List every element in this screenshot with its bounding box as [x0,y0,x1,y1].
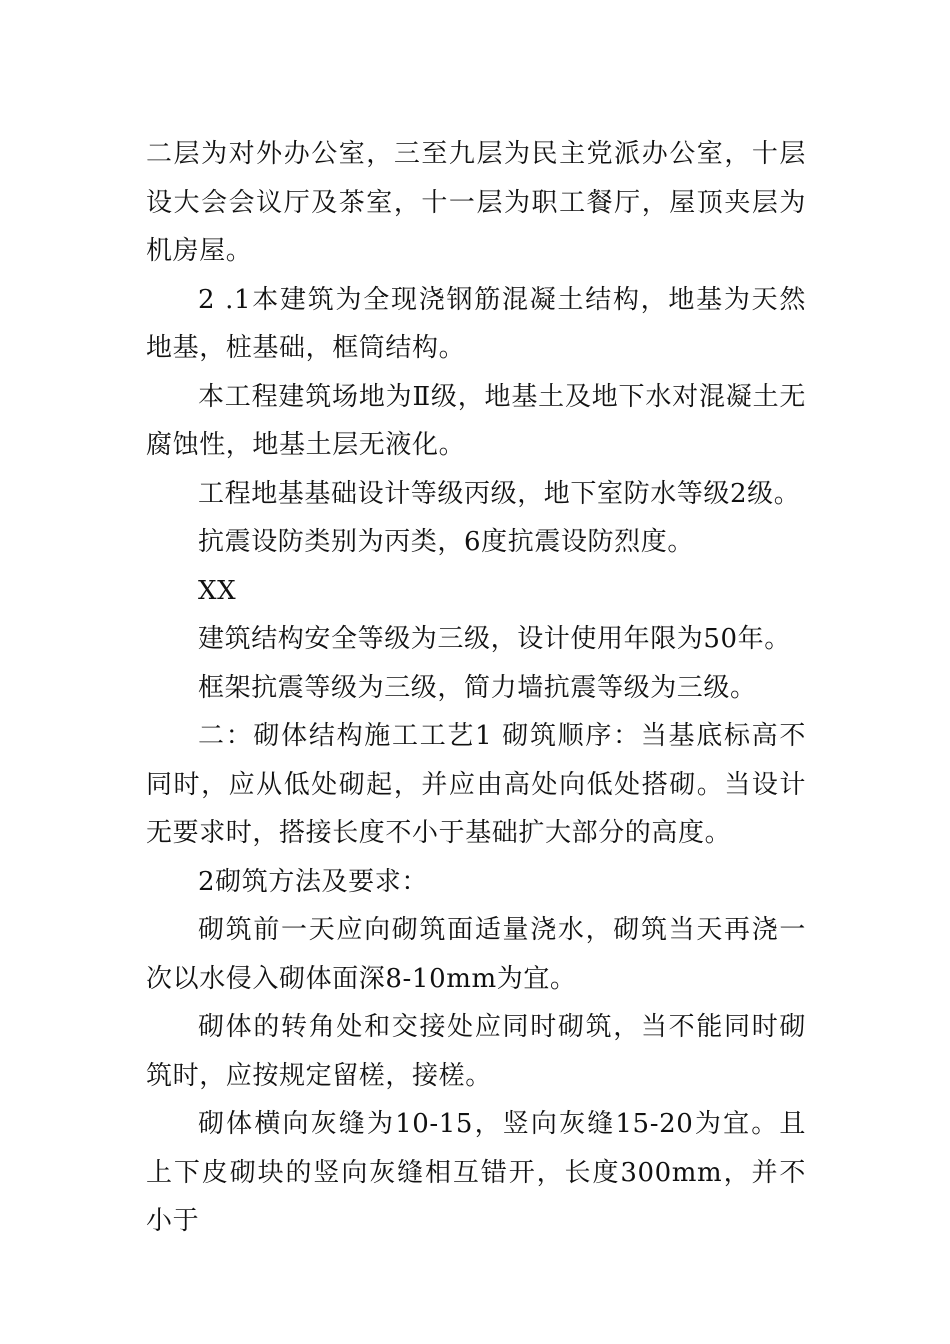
paragraph-1: 二层为对外办公室，三至九层为民主党派办公室，十层设大会会议厅及茶室，十一层为职工餐厅，屋顶夹层为机房屋。 [146,139,806,266]
paragraph-11: 砌筑前一天应向砌筑面适量浇水，砌筑当天再浇一次以水侵入砌体面深8-10mm为宜。 [146,915,806,994]
paragraph-5: 抗震设防类别为丙类，6度抗震设防烈度。 [198,527,694,557]
paragraph-8: 框架抗震等级为三级，简力墙抗震等级为三级。 [198,672,757,703]
paragraph-12: 砌体的转角处和交接处应同时砌筑，当不能同时砌筑时，应按规定留槎，接槎。 [146,1012,806,1091]
paragraph-9: 二：砌体结构施工工艺1 砌筑顺序：当基底标高不同时，应从低处砌起，并应由高处向低处搭砌。当设计无要求时，搭接长度不小于基础扩大部分的高度。 [146,721,806,848]
document-body [146,130,806,1246]
paragraph-3: 本工程建筑场地为Ⅱ级，地基土及地下水对混凝土无腐蚀性，地基土层无液化。 [146,381,806,460]
paragraph-10: 2砌筑方法及要求： [198,866,428,897]
paragraph-6: XX [198,575,237,606]
paragraph-4: 工程地基基础设计等级丙级，地下室防水等级2级。 [198,478,801,509]
paragraph-2: 2 .1本建筑为全现浇钢筋混凝土结构，地基为天然地基，桩基础，框筒结构。 [146,284,806,363]
paragraph-13: 砌体横向灰缝为10-15，竖向灰缝15-20为宜。且上下皮砌块的竖向灰缝相互错开，长度300mm，并不小于 [146,1109,806,1236]
paragraph-7: 建筑结构安全等级为三级，设计使用年限为50年。 [198,624,791,654]
